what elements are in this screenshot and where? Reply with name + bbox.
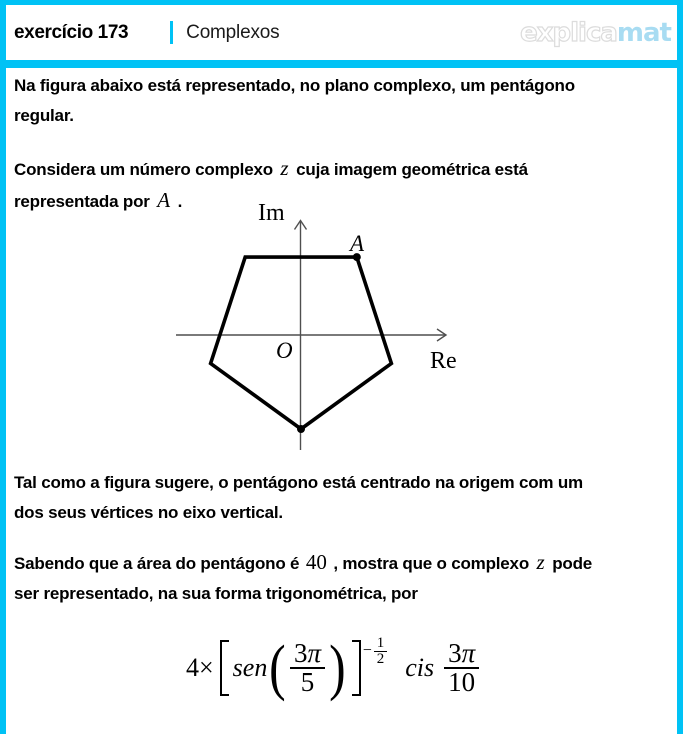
right-square-bracket	[352, 640, 361, 696]
im-axis-label: Im	[258, 200, 285, 226]
formula-coefficient: 4×	[186, 653, 214, 682]
argument-numerator	[444, 638, 479, 668]
bottom-vertex-dot	[297, 425, 305, 433]
exponent-numerator: 1	[376, 634, 385, 651]
exponent-minus-sign: −	[362, 642, 372, 659]
math-z-symbol: z	[280, 156, 289, 180]
logo-mat-text: mat	[616, 17, 671, 48]
paragraph-centered-origin	[14, 468, 583, 528]
p4-line1-end: pode	[547, 554, 593, 573]
p4-line2: ser representado, na sua forma trigonométrica, por	[14, 584, 418, 603]
math-area-value: 40	[305, 550, 327, 574]
intro-line2: regular.	[14, 106, 74, 125]
argument-fraction	[444, 638, 479, 697]
math-A-symbol: A	[157, 188, 171, 212]
left-square-bracket	[220, 640, 229, 696]
paragraph-area-statement	[14, 547, 592, 609]
argument-num-digit: 3	[448, 638, 462, 668]
intro-line1: Na figura abaixo está representado, no plano complexo, um pentágono	[14, 76, 575, 95]
sine-function-label: sen	[232, 653, 268, 682]
inner-fraction	[290, 638, 325, 697]
cis-function-label: cis	[405, 653, 435, 682]
inner-fraction-denominator: 5	[300, 667, 315, 697]
exercise-topic-label: Complexos	[186, 21, 280, 43]
close-parenthesis: )	[329, 634, 346, 702]
exercise-number-label: exercício 173	[14, 21, 129, 43]
header-divider	[0, 60, 683, 68]
p3-line1: Tal como a figura sugere, o pentágono está centrado na origem com um	[14, 473, 583, 492]
p3-line2: dos seus vértices no eixo vertical.	[14, 503, 283, 522]
p4-line1-mid: , mostra que o complexo	[328, 554, 534, 573]
p4-line1-pre: Sabendo que a área do pentágono é	[14, 554, 304, 573]
argument-num-pi: π	[461, 638, 476, 668]
origin-label: O	[276, 338, 293, 363]
exponent-fraction	[374, 634, 388, 667]
p2-line2-pre: representada por	[14, 192, 155, 211]
p2-line1-pre: Considera um número complexo	[14, 160, 278, 179]
trigonometric-formula	[186, 628, 481, 708]
inner-num-pi: π	[307, 638, 322, 668]
point-A-label: A	[350, 231, 365, 256]
header-separator-bar	[170, 21, 173, 44]
p2-line1-post: cuja imagem geométrica está	[291, 160, 528, 179]
inner-num-digit: 3	[294, 638, 308, 668]
exponent-denominator: 2	[376, 650, 385, 667]
p2-line2-post: .	[173, 192, 183, 211]
argument-denominator: 10	[448, 667, 476, 697]
exponent-negative-half	[362, 634, 390, 667]
inner-fraction-numerator	[290, 638, 325, 668]
explicamat-logo	[520, 18, 671, 48]
header	[14, 5, 671, 60]
math-z-symbol-2: z	[536, 550, 545, 574]
logo-explica-text: explica	[520, 17, 617, 48]
complex-plane-figure	[0, 200, 683, 462]
open-parenthesis: (	[269, 634, 286, 702]
paragraph-intro	[14, 71, 575, 131]
re-axis-label: Re	[430, 348, 457, 374]
